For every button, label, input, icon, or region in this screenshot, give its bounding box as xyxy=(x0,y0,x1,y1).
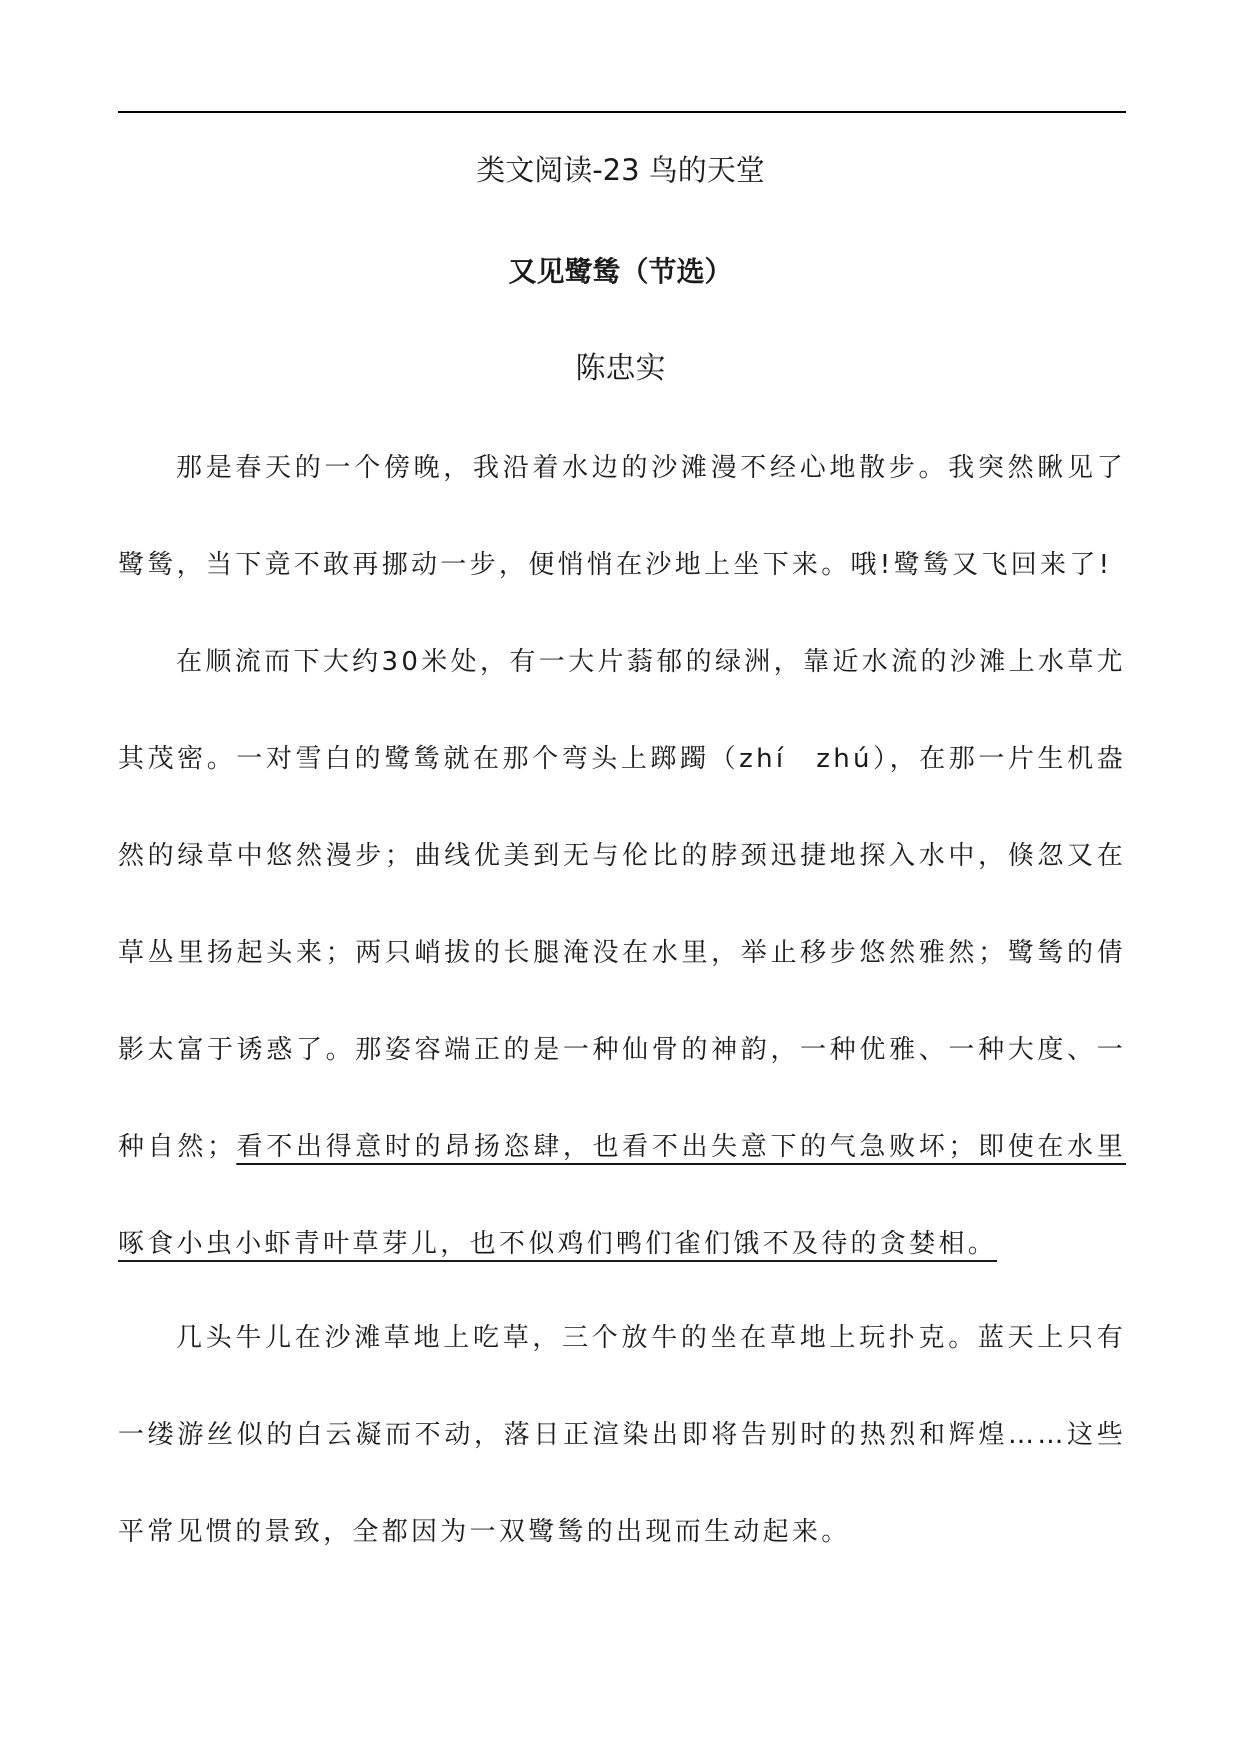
paragraph-2-text: 在顺流而下大约30米处，有一大片蓊郁的绿洲，靠近水流的沙滩上水草尤其茂密。一对雪白的鹭鸶就在那个弯头上踯躅（zhí zhú），在那一片生机盎然的绿草中悠然漫步；曲线优美到无与伦比的脖颈迅捷地探入水中，倏忽又在草丛里扬起头来；两只峭拔的长腿淹没在水里，举止移步悠然雅然；鹭鸶的倩影太富于诱惑了。那姿容端正的是一种仙骨的神韵，一种优雅、一种大度、一种自然； xyxy=(118,647,1126,1162)
paragraph-2 xyxy=(118,614,1126,1293)
paragraph-3: 几头牛儿在沙滩草地上吃草，三个放牛的坐在草地上玩扑克。蓝天上只有一缕游丝似的白云凝而不动，落日正渲染出即将告别时的热烈和辉煌……这些平常见惯的景致，全都因为一双鹭鸶的出现而生动起来。 xyxy=(118,1323,1126,1547)
author-name: 陈忠实 xyxy=(575,351,666,386)
underlined-sentence: 看不出得意时的昂扬恣肆，也看不出失意下的气急败坏；即使在水里啄食小虫小虾青叶草芽儿，也不似鸡们鸭们雀们饿不及待的贪婪相。 xyxy=(118,1132,1126,1259)
article-subtitle: 又见鹭鸶（节选） xyxy=(508,255,733,288)
paragraph-2-block xyxy=(118,614,1126,1293)
paragraph-1-block xyxy=(118,420,1126,614)
document-title: 类文阅读-23 鸟的天堂 xyxy=(476,153,765,187)
paragraph-1: 那是春天的一个傍晚，我沿着水边的沙滩漫不经心地散步。我突然瞅见了鹭鸶，当下竟不敢再挪动一步，便悄悄在沙地上坐下来。哦!鹭鸶又飞回来了! xyxy=(118,453,1126,580)
paragraph-3-block xyxy=(118,1290,1126,1581)
header-rule xyxy=(118,111,1126,113)
